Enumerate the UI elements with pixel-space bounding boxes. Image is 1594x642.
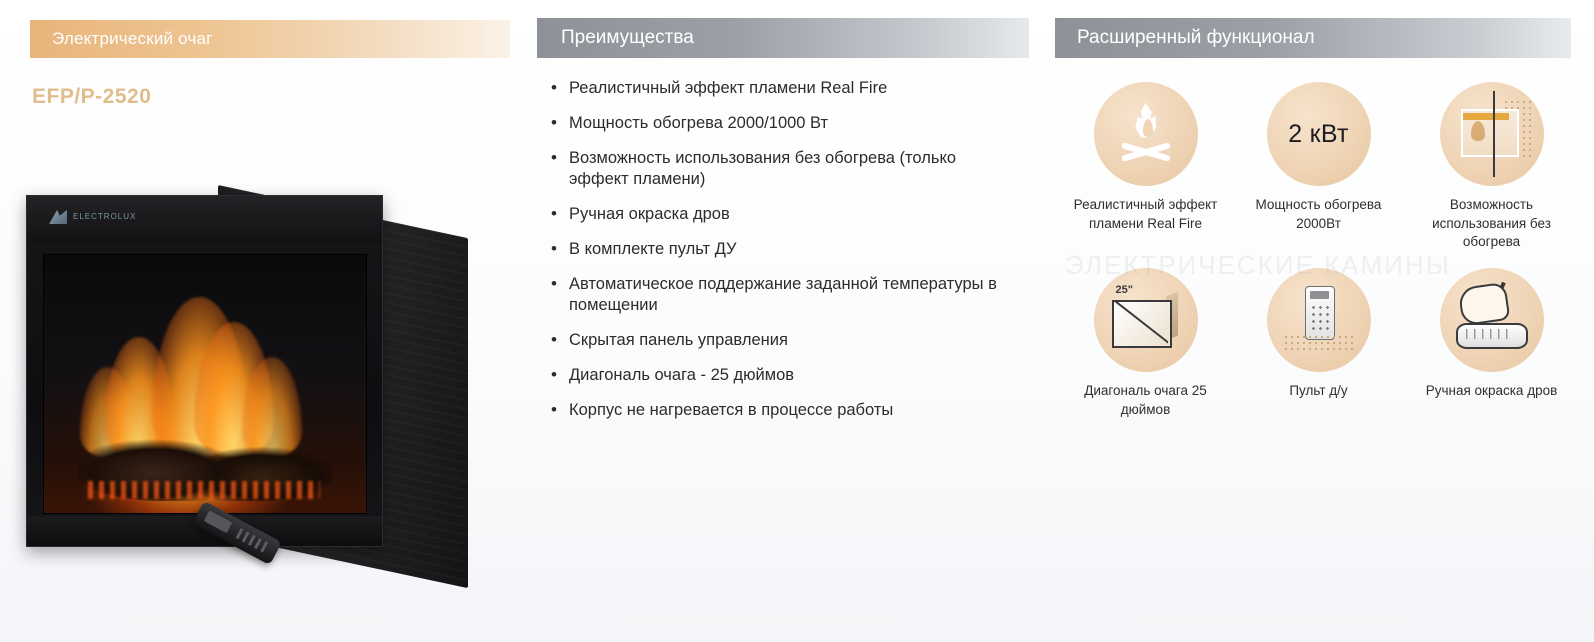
no-heating-icon-inner [1449, 91, 1535, 177]
diagonal-value-label: 25" [1115, 283, 1133, 296]
fireplace-glass [43, 254, 367, 514]
model-code: EFP/P-2520 [32, 85, 152, 108]
remote-screen [204, 510, 233, 533]
left-header-bar [30, 20, 510, 58]
list-item: • Автоматическое поддержание заданной температуры в помещении [543, 274, 1013, 318]
feature-cell-diagonal [1059, 268, 1232, 419]
features-column [1055, 0, 1594, 642]
hand-painting-icon-inner [1450, 283, 1534, 357]
remote-keys-glyph [1310, 304, 1330, 334]
brand-logo-text: ELECTROLUX [73, 212, 137, 221]
features-header-bar [1055, 18, 1571, 58]
fireplace-top-strip [27, 196, 382, 242]
list-item: • Ручная окраска дров [543, 204, 1013, 226]
power-value-label: 2 кВт [1288, 119, 1349, 148]
list-item: • Мощность обогрева 2000/1000 Вт [543, 113, 1013, 135]
feature-caption: Пульт д/у [1289, 382, 1348, 398]
feature-caption: Реалистичный эффект пламени Real Fire [1073, 197, 1218, 231]
flame-inner-glyph [1143, 119, 1153, 137]
feature-icon-grid [1059, 82, 1579, 435]
watermark-text: ЭЛЕКТРИЧЕСКИЕ КАМИНЫ [1065, 250, 1451, 280]
remote-icon-inner [1279, 282, 1359, 358]
no-heating-icon [1440, 82, 1544, 186]
advantages-list [543, 78, 1013, 434]
left-header-title: Электрический очаг [52, 29, 213, 48]
log-texture-glyph [1466, 329, 1510, 339]
feature-caption: Мощность обогрева 2000Вт [1255, 197, 1382, 231]
list-item: • Реалистичный эффект пламени Real Fire [543, 78, 1013, 100]
feature-cell-hand-painting [1405, 268, 1578, 419]
list-item: • В комплекте пульт ДУ [543, 239, 1013, 261]
brand-logo-icon [49, 210, 67, 224]
remote-screen-glyph [1310, 291, 1329, 299]
diagonal-icon [1094, 268, 1198, 372]
flame-icon-inner [1119, 103, 1173, 165]
list-item: • Возможность использования без обогрева (только эффект пламени) [543, 148, 1013, 192]
list-item: • Диагональ очага - 25 дюймов [543, 365, 1013, 387]
product-image [18, 185, 458, 545]
fireplace-body [26, 195, 383, 547]
diagonal-icon-inner [1104, 284, 1188, 356]
flame-logs-icon [1094, 82, 1198, 186]
flame-glyph [1471, 121, 1485, 141]
advantages-header-title: Преимущества [561, 27, 694, 48]
feature-cell-power [1232, 82, 1405, 252]
hand-glyph [1457, 282, 1510, 326]
diagonal-line-glyph [1112, 300, 1168, 344]
slash-glyph [1493, 91, 1495, 177]
feature-caption: Диагональ очага 25 дюймов [1084, 382, 1207, 417]
features-header-title: Расширенный функционал [1077, 27, 1315, 48]
feature-caption: Ручная окраска дров [1425, 382, 1558, 398]
heater-bar-glyph [1463, 113, 1509, 120]
feature-cell-remote [1232, 268, 1405, 419]
feature-caption: Возможность использования без обогрева [1432, 197, 1551, 250]
power-2kw-icon [1267, 82, 1371, 186]
feature-cell-real-fire [1059, 82, 1232, 252]
left-column [0, 0, 520, 642]
embers-shape [88, 481, 320, 499]
advantages-header-bar [537, 18, 1029, 58]
advantages-column [537, 0, 1029, 642]
list-item: • Скрытая панель управления [543, 330, 1013, 352]
remote-body-glyph [1305, 286, 1335, 340]
list-item: • Корпус не нагревается в процессе работы [543, 400, 1013, 422]
signal-dots-glyph [1283, 334, 1355, 354]
hand-painting-icon [1440, 268, 1544, 372]
remote-control-icon [1267, 268, 1371, 372]
feature-cell-no-heating [1405, 82, 1578, 252]
